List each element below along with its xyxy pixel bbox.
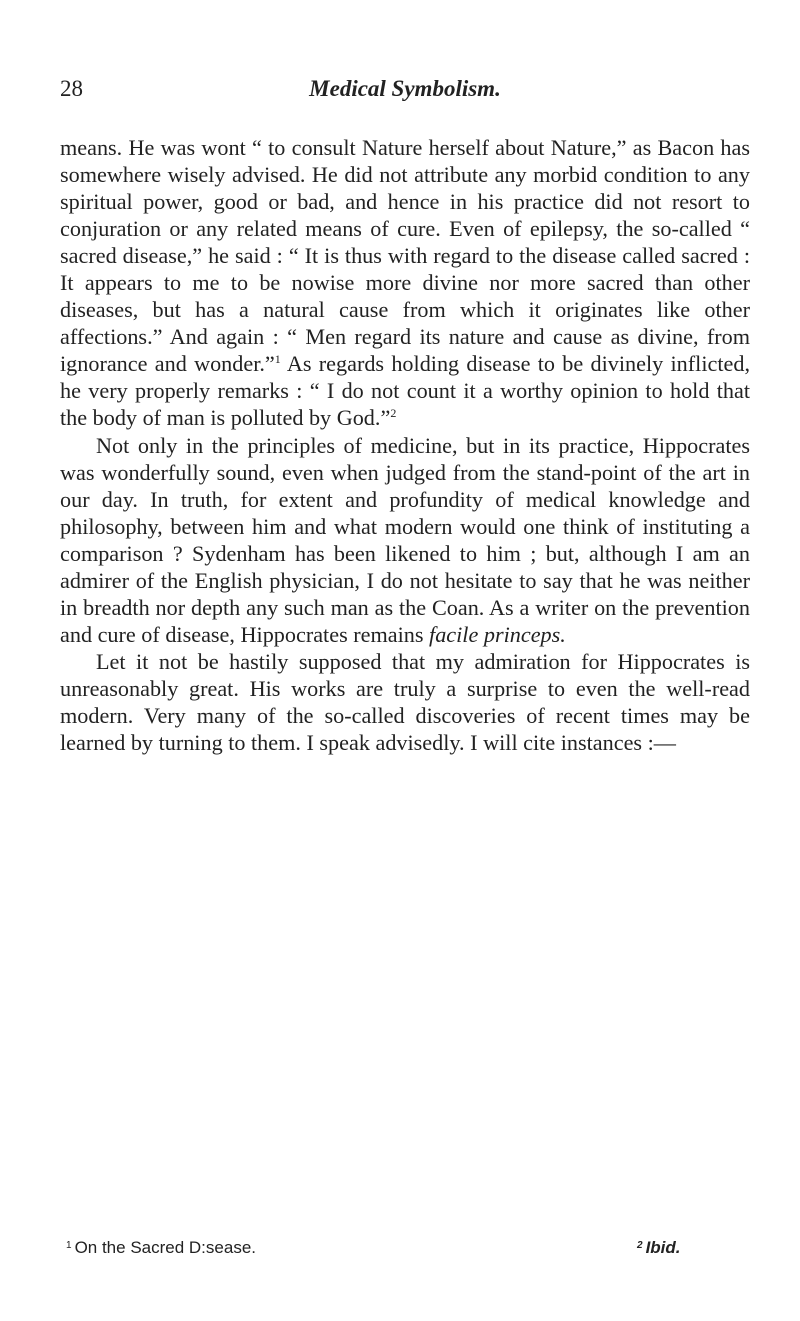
- footnote-2-text: Ibid.: [645, 1238, 681, 1257]
- running-title: Medical Symbolism.: [309, 76, 501, 101]
- footnote-2: [637, 1238, 681, 1258]
- paragraph-2-italic: facile princeps.: [429, 621, 566, 647]
- paragraph-1: [60, 134, 750, 432]
- footnote-ref-1: 1: [274, 352, 281, 367]
- body-text: [60, 134, 750, 756]
- footnote-1-mark: 1: [66, 1240, 72, 1251]
- footnote-1-text: On the Sacred D:sease.: [74, 1238, 256, 1257]
- footnote-1: [66, 1238, 256, 1258]
- page-number: 28: [60, 76, 83, 101]
- footnote-2-mark: 2: [637, 1240, 643, 1251]
- paragraph-3: [60, 648, 750, 756]
- paragraph-1-text-a: means. He was wont “ to consult Nature herself about Nature,” as Bacon has somewhere wisely advised. He did not attribute any morbid condition to any spiritual power, good or bad, and hence in his practice did not resort to conjuration or any related means of cure. Even of epilepsy, the so-called “ sacred disease,” he said : “ It is thus with regard to the disease called sacred : It appears to me to be nowise more divine nor more sacred than other diseases, but has a natural cause from which it originates like other affections.” And again : “ Men regard its nature and cause as divine, from ignorance and wonder.”: [60, 135, 750, 377]
- paragraph-2: [60, 432, 750, 648]
- footnote-ref-2: 2: [390, 406, 397, 421]
- paragraph-1-text-b: As regards holding disease to be divinely inflicted, he very properly remarks : “ I do not count it a worthy opinion to hold that the body of man is polluted by God.”: [60, 351, 750, 431]
- footnotes: [60, 1238, 750, 1262]
- page-header: [60, 76, 750, 110]
- paragraph-2-text: Not only in the principles of medicine, but in its practice, Hippocrates was wonderfully sound, even when judged from the stand-point of the art in our day. In truth, for extent and profundity of medical knowledge and philosophy, between him and what modern would one think of instituting a comparison ? Sydenham has been likened to him ; but, although I am an admirer of the English physician, I do not hesitate to say that he was neither in breadth nor depth any such man as the Coan. As a writer on the prevention and cure of disease, Hippocrates remains: [60, 432, 750, 647]
- paragraph-3-text: Let it not be hastily supposed that my admiration for Hippocrates is unreasonably great. His works are truly a surprise to even the well-read modern. Very many of the so-called discoveries of recent times may be learned by turning to them. I speak advisedly. I will cite instances :—: [60, 648, 750, 756]
